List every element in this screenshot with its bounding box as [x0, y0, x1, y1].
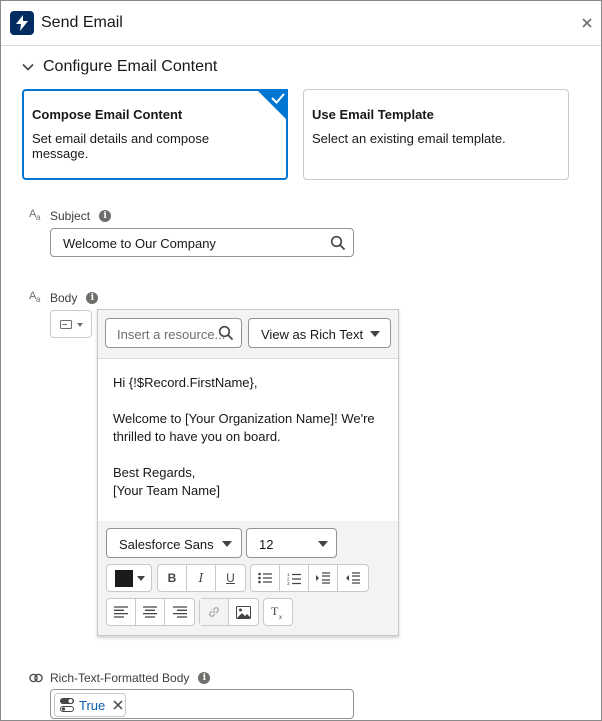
text-area-icon [60, 320, 72, 329]
body-line: Best Regards, [113, 465, 196, 480]
pill-label: True [79, 697, 106, 713]
resource-placeholder: Insert a resource... [117, 327, 226, 342]
alignment-group [106, 598, 195, 626]
clear-formatting-button[interactable] [264, 599, 292, 625]
svg-text:3: 3 [287, 580, 290, 586]
chevron-down-icon [21, 60, 35, 74]
chevron-down-icon [137, 576, 145, 581]
card-title: Use Email Template [312, 107, 434, 122]
checkmark-icon [256, 89, 288, 121]
bold-icon: B [167, 571, 177, 585]
info-icon[interactable]: i [99, 210, 111, 222]
align-right-button[interactable] [165, 599, 194, 625]
clear-formatting-icon [271, 605, 285, 619]
font-family-value: Salesforce Sans [119, 537, 214, 552]
align-left-button[interactable] [107, 599, 136, 625]
rich-text-editor [97, 309, 399, 636]
card-description: Select an existing email template. [312, 131, 506, 146]
text-type-icon: A a [29, 290, 41, 304]
bold-button[interactable] [158, 565, 187, 591]
subject-label-text: Subject [50, 209, 91, 223]
link-icon [207, 605, 221, 619]
toggle-icon [59, 697, 75, 713]
underline-icon: U [226, 571, 235, 585]
subject-input[interactable] [50, 228, 354, 257]
body-mode-dropdown[interactable] [50, 310, 92, 338]
body-line: Hi {!$Record.FirstName}, [113, 375, 258, 390]
chevron-down-icon [222, 541, 232, 547]
text-type-icon: A a [29, 208, 41, 222]
info-icon[interactable]: i [86, 292, 98, 304]
numbered-list-button[interactable] [280, 565, 309, 591]
font-family-select[interactable] [106, 528, 242, 558]
modal-title: Send Email [41, 14, 123, 31]
font-size-select[interactable] [246, 528, 337, 558]
editor-content-area[interactable] [113, 374, 393, 500]
text-style-group [157, 564, 246, 592]
view-mode-value: View as Rich Text [261, 327, 364, 342]
italic-button[interactable] [187, 565, 216, 591]
svg-text:x: x [279, 615, 282, 621]
modal-header [1, 1, 601, 46]
lightning-bolt-icon [10, 11, 34, 35]
italic-icon: I [198, 571, 204, 585]
body-line: Welcome to [Your Organization Name]! We're thrilled to have you on board. [113, 411, 375, 444]
insert-group [199, 598, 259, 626]
search-icon[interactable] [218, 325, 234, 341]
value-pill [54, 693, 126, 717]
bulleted-list-icon [258, 572, 272, 584]
chevron-down-icon [77, 323, 83, 327]
text-color-picker[interactable] [106, 564, 152, 592]
align-center-icon [143, 606, 157, 618]
close-icon[interactable] [579, 15, 595, 31]
chevron-down-icon [370, 331, 380, 337]
svg-text:T: T [271, 604, 279, 618]
editor-top-bar [98, 310, 398, 359]
configure-section-toggle[interactable] [21, 57, 217, 77]
insert-link-button[interactable] [200, 599, 229, 625]
info-icon[interactable]: i [198, 672, 210, 684]
indent-button[interactable] [309, 565, 338, 591]
body-line: [Your Team Name] [113, 483, 220, 498]
remove-icon[interactable] [112, 699, 124, 711]
clear-format-group [263, 598, 293, 626]
compose-email-card[interactable] [22, 89, 288, 180]
link-rings-icon [29, 673, 43, 683]
svg-text:1: 1 [287, 571, 290, 577]
text-color-swatch [115, 570, 133, 587]
list-indent-group [250, 564, 369, 592]
align-center-button[interactable] [136, 599, 165, 625]
search-icon[interactable] [330, 235, 346, 251]
view-mode-select[interactable] [248, 318, 391, 348]
numbered-list-icon [287, 572, 301, 585]
insert-resource-input[interactable] [105, 318, 242, 348]
body-label-text: Body [50, 291, 78, 305]
bulleted-list-button[interactable] [251, 565, 280, 591]
insert-image-button[interactable] [229, 599, 258, 625]
image-icon [236, 606, 251, 619]
chevron-down-icon [318, 541, 328, 547]
rich-text-body-label [29, 671, 210, 685]
outdent-icon [346, 572, 360, 584]
card-title: Compose Email Content [32, 107, 183, 122]
align-right-icon [173, 606, 187, 618]
outdent-button[interactable] [338, 565, 367, 591]
subject-label [29, 209, 111, 223]
section-title: Configure Email Content [43, 58, 218, 75]
body-label [29, 291, 98, 305]
card-description: Set email details and compose message. [32, 131, 210, 161]
svg-text:2: 2 [287, 576, 290, 581]
subject-value: Welcome to Our Company [63, 236, 216, 251]
formatting-toolbar [98, 521, 398, 635]
indent-icon [316, 572, 330, 584]
use-template-card[interactable] [303, 89, 569, 180]
rich-text-body-input[interactable] [50, 689, 354, 719]
font-size-value: 12 [259, 537, 274, 552]
rich-text-body-label-text: Rich-Text-Formatted Body [50, 671, 190, 685]
align-left-icon [114, 606, 128, 618]
underline-button[interactable] [216, 565, 245, 591]
